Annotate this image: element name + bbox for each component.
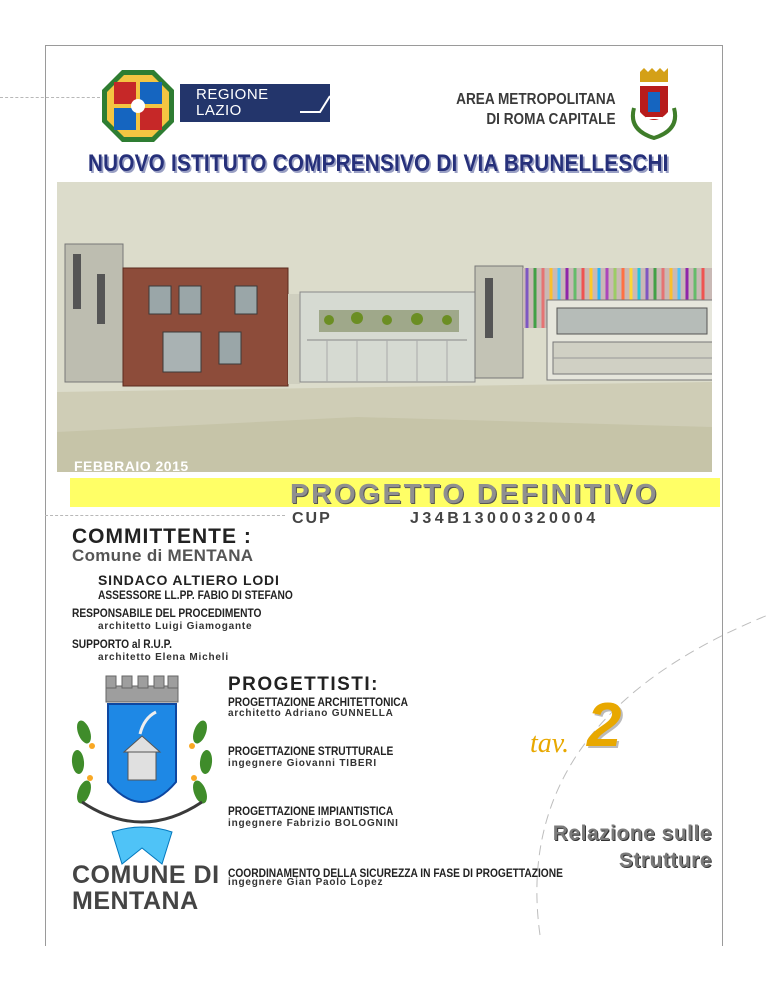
committente-entity: Comune di MENTANA (72, 546, 254, 565)
area-line1: AREA METROPOLITANA (456, 91, 616, 108)
committente-heading: COMMITTENTE : (72, 525, 252, 548)
person-strutturale: ingegnere Giovanni TIBERI (228, 758, 377, 769)
cup-code: J34B13000320004 (410, 510, 599, 527)
roma-capitale-crest (626, 68, 682, 140)
crop-mark (0, 97, 100, 98)
date-label: FEBBRAIO 2015 (74, 458, 189, 474)
regione-lazio-name (196, 87, 269, 119)
decorative-arc (500, 600, 768, 940)
page-title: NUOVO ISTITUTO COMPRENSIVO DI VIA BRUNELLESCHI (88, 150, 669, 177)
sindaco-name: SINDACO ALTIERO LODI (98, 572, 280, 588)
region-line1: REGIONE (196, 86, 269, 103)
area-line2: DI ROMA CAPITALE (486, 111, 616, 128)
tavola-subject-line2: Strutture (618, 849, 712, 872)
tavola-subject-line1: Relazione sulle (552, 822, 712, 845)
comune-mentana-crest (62, 672, 222, 872)
role-impiantistica: PROGETTAZIONE IMPIANTISTICA (228, 804, 394, 818)
area-metropolitana (457, 90, 616, 130)
comune-footer-line2: MENTANA (72, 887, 199, 915)
comune-footer-line1: COMUNE DI (72, 861, 220, 889)
cup-label: CUP (292, 510, 332, 527)
role-sicurezza: COORDINAMENTO DELLA SICUREZZA IN FASE DI PROGETTAZIONE (228, 866, 563, 880)
role-architettonica: PROGETTAZIONE ARCHITETTONICA (228, 695, 409, 709)
tavola-label: tav. (530, 728, 570, 759)
tavola-number: 2 (587, 691, 622, 760)
region-line2: LAZIO (196, 102, 242, 119)
tavola-subject (553, 820, 712, 874)
regione-lazio-logo (100, 68, 176, 144)
comune-footer (72, 862, 220, 914)
building-rendering (57, 182, 712, 472)
assessore-name: ASSESSORE LL.PP. FABIO DI STEFANO (98, 588, 293, 602)
person-architettonica: architetto Adriano GUNNELLA (228, 708, 394, 719)
role-strutturale: PROGETTAZIONE STRUTTURALE (228, 744, 394, 758)
progettisti-heading: PROGETTISTI: (228, 674, 379, 695)
person-sicurezza: ingegnere Gian Paolo Lopez (228, 877, 384, 888)
project-phase: PROGETTO DEFINITIVO (290, 478, 660, 509)
responsabile-name: architetto Luigi Giamogante (98, 621, 253, 632)
lazio-banner-stripe (300, 92, 332, 116)
supporto-name: architetto Elena Micheli (98, 652, 229, 663)
responsabile-label: RESPONSABILE DEL PROCEDIMENTO (72, 606, 262, 620)
person-impiantistica: ingegnere Fabrizio BOLOGNINI (228, 818, 399, 829)
supporto-label: SUPPORTO al R.U.P. (72, 637, 172, 651)
divider-line (45, 515, 285, 516)
